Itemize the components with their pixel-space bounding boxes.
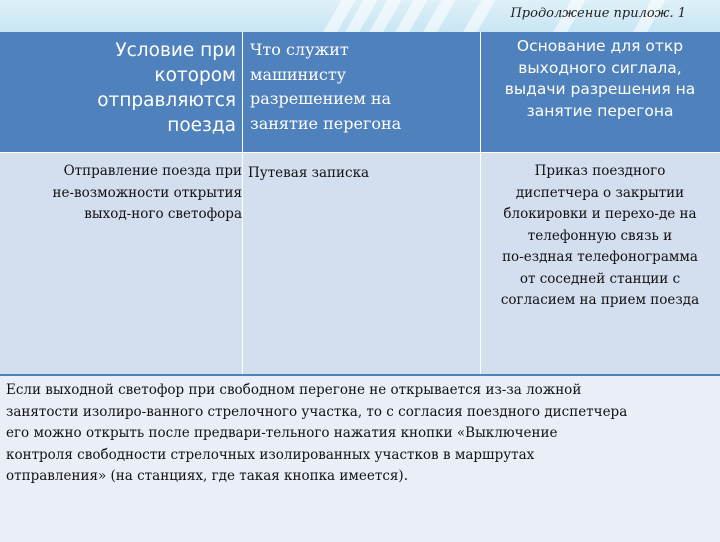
table-header-row <box>0 32 720 152</box>
note-line: отправления» (на станциях, где такая кнопка имеется). <box>6 468 408 484</box>
cell-permission: Путевая записка <box>248 165 370 181</box>
note-text <box>0 376 720 488</box>
header-line: Что служит <box>250 40 349 59</box>
note-row <box>0 374 720 542</box>
header-line: Основание для откр <box>516 37 684 55</box>
procedure-table <box>0 32 720 540</box>
cell-line: Отправление поезда при <box>63 163 242 179</box>
header-line: занятие перегона <box>526 101 674 120</box>
cell-line: телефонную связь и <box>527 227 673 244</box>
note-line: Если выходной светофор при свободном перегоне не открывается из-за ложной <box>6 382 582 398</box>
header-line: выходного сиглала, <box>518 58 682 77</box>
page-subtitle: Продолжение прилож. 1 <box>510 6 686 21</box>
header-line: котором <box>154 65 236 86</box>
header-line: Условие при <box>115 40 236 61</box>
header-line: машинисту <box>250 64 347 84</box>
cell-line: от соседней станции с <box>519 270 681 287</box>
note-line: его можно открыть после предвари-тельного нажатия кнопки «Выключение <box>6 425 558 441</box>
header-cell-permission <box>242 32 480 152</box>
header-cell-basis <box>480 32 720 152</box>
column-divider <box>242 153 243 375</box>
cell-line: не-возможности открытия <box>52 184 242 201</box>
cell-basis <box>480 157 720 312</box>
header-line: разрешением на <box>250 89 392 108</box>
header-cell-condition <box>0 32 242 152</box>
header-line: выдачи разрешения на <box>504 80 696 98</box>
cell-line: диспетчера о закрытии <box>515 184 685 201</box>
note-line: контроля свободности стрелочных изолированных участков в маршрутах <box>6 446 535 463</box>
cell-condition <box>0 157 242 226</box>
header-line: отправляются <box>97 90 236 111</box>
cell-line: блокировки и перехо-де на <box>503 206 697 222</box>
cell-line: по-ездная телефонограмма <box>502 249 698 265</box>
header-band <box>0 0 720 32</box>
header-line: занятие перегона <box>250 113 402 133</box>
table-row <box>0 152 720 375</box>
note-line: занятости изолиро-ванного стрелочного участка, то с согласия поездного диспетчера <box>6 403 628 420</box>
cell-line: Приказ поездного <box>534 163 666 179</box>
cell-line: согласием на прием поезда <box>500 292 700 308</box>
header-line: поезда <box>167 115 236 136</box>
cell-line: выход-ного светофора <box>84 206 242 222</box>
